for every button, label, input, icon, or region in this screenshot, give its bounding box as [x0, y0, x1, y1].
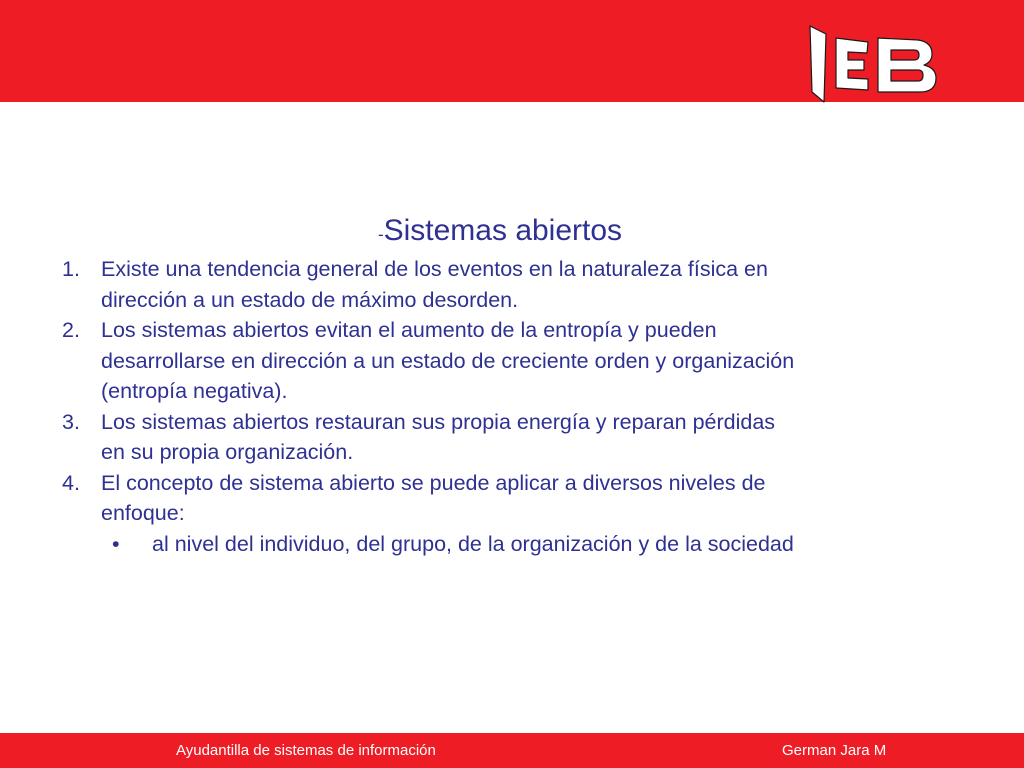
- item-number: 3.: [62, 409, 80, 434]
- item-line: desarrollarse en dirección a un estado de creciente orden y organización: [101, 348, 795, 373]
- title-dash: -: [377, 225, 384, 244]
- item-line: El concepto de sistema abierto se puede aplicar a diversos niveles de: [101, 470, 766, 495]
- title-text: Sistemas abiertos: [383, 214, 623, 247]
- item-number: 4.: [62, 470, 80, 495]
- footer-author: German Jara M: [782, 742, 887, 759]
- bullet-text: al nivel del individuo, del grupo, de la organización y de la sociedad: [152, 531, 794, 556]
- ieb-logo-icon: [806, 22, 942, 104]
- slide-title: [0, 212, 1000, 254]
- item-line: Los sistemas abiertos evitan el aumento de la entropía y pueden: [101, 318, 717, 342]
- slide-content: [62, 254, 962, 559]
- item-line: en su propia organización.: [101, 440, 354, 464]
- item-line: (entropía negativa).: [101, 379, 288, 403]
- item-line: dirección a un estado de máximo desorden.: [101, 287, 519, 312]
- bullet-symbol: •: [112, 531, 120, 556]
- list-item-2: [62, 315, 962, 407]
- list-item-1: [62, 254, 962, 315]
- list-item-4: [62, 468, 962, 529]
- item-line: enfoque:: [101, 501, 185, 525]
- item-line: Existe una tendencia general de los eventos en la naturaleza física en: [101, 257, 768, 281]
- footer-course-title: Ayudantilla de sistemas de información: [176, 742, 436, 759]
- item-number: 1.: [62, 257, 80, 281]
- sub-bullet: [62, 529, 962, 560]
- item-number: 2.: [62, 318, 80, 342]
- item-line: Los sistemas abiertos restauran sus propia energía y reparan pérdidas: [101, 409, 776, 434]
- list-item-3: [62, 407, 962, 468]
